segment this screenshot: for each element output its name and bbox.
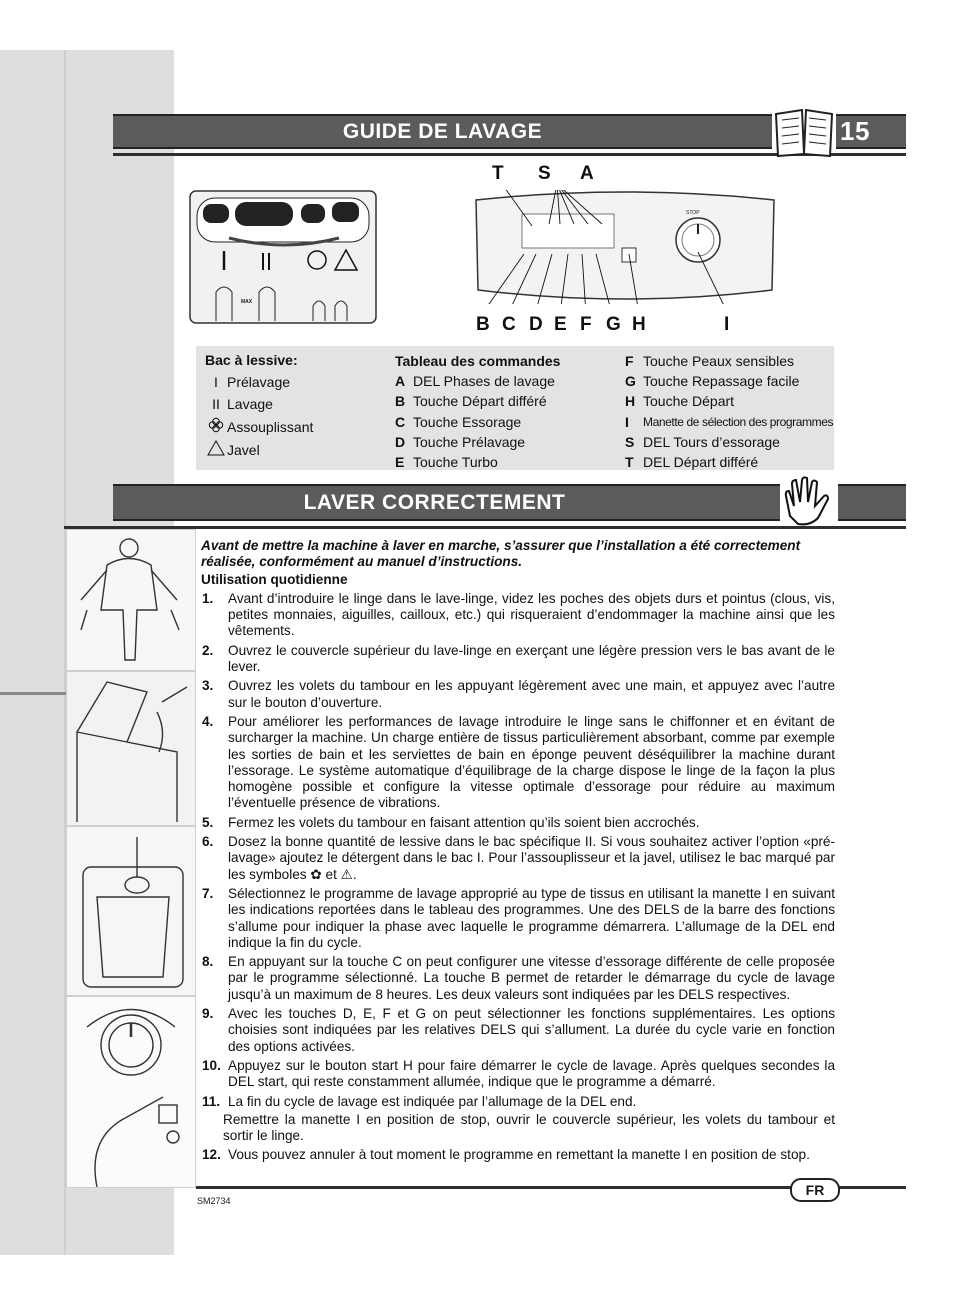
section-title-guide: GUIDE DE LAVAGE (113, 114, 772, 149)
legend-label: Touche Départ différé (413, 393, 547, 410)
legend-label: Touche Départ (643, 393, 735, 410)
letter-G: G (606, 314, 621, 335)
legend-key: S (625, 433, 635, 450)
legend-label: DEL Tours d’essorage (643, 433, 780, 450)
legend-key: T (625, 454, 634, 471)
list-item: 7. Sélectionnez le programme de lavage approprié au type de tissus en utilisant la manette I en suivant les indications reportées dans le tableau des programmes. Une des DELS de la barre des fonctions s’allume pour indiquer la phase avec laquelle le programme démarrera. L’allumage de la DEL end indique la fin du cycle. (202, 885, 835, 950)
legend-label: Touche Essorage (413, 413, 522, 430)
book-icon (772, 102, 836, 158)
list-item: 5. Fermez les volets du tambour en faisant attention qu’ils soient bien accrochés. (202, 814, 700, 830)
letter-I: I (724, 314, 730, 335)
list-item: 6. Dosez la bonne quantité de lessive dans le bac spécifique II. Si vous souhaitez activer l’option «pré-lavage» ajoutez le détergent dans le bac I. Pour l’assouplisseur et la javel, utilisez le bac marqué par les symboles ✿ et ⚠. (202, 834, 835, 882)
bac-item-label: Lavage (227, 396, 273, 413)
legend-key: D (395, 433, 406, 450)
legend-key: F (625, 353, 634, 369)
hand-icon (780, 476, 838, 526)
letter-D: D (529, 314, 543, 335)
prewash-symbol: I (214, 374, 218, 391)
legend-key: C (395, 413, 406, 430)
bleach-icon (205, 440, 227, 461)
list-item: 8. En appuyant sur la touche C on peut configurer une vitesse d’essorage différente de celle proposée par le programme sélectionné. La touche B permet de retarder le démarrage du cycle de lavage jusqu’à un maximum de 8 heures. Les deux valeurs sont indiquées par les DELS respectives. (202, 954, 835, 1002)
illustration-detergent-tray (66, 826, 196, 996)
intro-text: Avant de mettre la machine à laver en marche, s’assurer que l’installation a été correctement réalisée, conformément au manuel d’instructions. (201, 538, 801, 570)
list-item-continuation: Remettre la manette I en position de stop, ouvrir le couvercle supérieur, les volets du tambour et sortir le linge. (223, 1111, 835, 1144)
legend-key: E (395, 454, 405, 471)
legend-label: Touche Repassage facile (643, 373, 800, 390)
dial-stop-label: STOP (686, 210, 700, 216)
list-item: 3. Ouvrez les volets du tambour en les appuyant légèrement avec une main, et appuyez avec l’autre sur le bouton d’ouverture. (202, 678, 835, 710)
wash-symbol: II (212, 396, 220, 413)
bac-title: Bac à lessive: (205, 352, 298, 368)
list-item: 11. La fin du cycle de lavage est indiquée par l’allumage de la DEL end. (202, 1093, 637, 1109)
dispenser-max-label: MAX (241, 299, 253, 305)
list-item: 2. Ouvrez le couvercle supérieur du lave-linge en exerçant une légère pression vers le bas avant de le lever. (202, 642, 835, 675)
instructions (201, 538, 835, 1164)
section-title-laver: LAVER CORRECTEMENT (113, 484, 906, 521)
legend-bac (205, 350, 313, 461)
illustration-opening-lid (66, 671, 196, 826)
margin-mark (0, 692, 66, 695)
legend-label: DEL Départ différé (643, 454, 759, 471)
legend-key: I (625, 413, 629, 430)
letter-F: F (580, 314, 592, 335)
letter-S: S (538, 163, 551, 184)
illustration-emptying-pockets (66, 529, 196, 671)
flower-icon (205, 417, 227, 438)
letter-E: E (554, 314, 567, 335)
legend-key: B (395, 393, 406, 410)
list-item: 4. Pour améliorer les performances de lavage introduire le linge sans le chiffonner et en évitant de surcharger la machine. Un charge entière de tissus particulièrement absorbant, comme par exemple les sorties de bain et les serviettes de bain en éponge peuvent déséquilibrer la machine durant l’essorage. Le système automatique d’équilibrage de la charge dispose le linge de la façon la plus homogène possible et configure la vitesse optimale d’essorage pour réduire au maximum l’éventuelle présence de vibrations. (202, 713, 835, 811)
letter-T: T (492, 163, 504, 184)
bac-item-label: Javel (227, 442, 260, 459)
hand-icon-bg (780, 476, 838, 526)
list-item: 10. Appuyez sur le bouton start H pour faire démarrer le cycle de lavage. Après quelques secondes la DEL start, qui reste constamment allumée, indique que le programme a démarré. (202, 1057, 835, 1090)
legend-key: H (625, 393, 636, 410)
legend-tableau-2 (625, 351, 833, 472)
letter-C: C (502, 314, 516, 335)
legend-tableau (395, 351, 560, 472)
list-item: 12. Vous pouvez annuler à tout moment le programme en remettant la manette I en position de stop. (202, 1147, 810, 1163)
legend-label: Touche Peaux sensibles (643, 353, 794, 369)
legend-label: Touche Prélavage (413, 433, 526, 450)
doc-code: SM2734 (197, 1196, 231, 1206)
legend-key: G (625, 373, 636, 390)
legend-key: A (395, 373, 406, 390)
dispenser-diagram (189, 190, 377, 324)
letter-A: A (580, 163, 594, 184)
list-item: 1. Avant d’introduire le linge dans le lave-linge, videz les poches des objets durs et pointus (clous, vis, petites monnaies, aiguilles, cailloux, etc.) qui risqueraient d’endommager la machine ainsi que les vêtements. (202, 590, 835, 639)
legend-label: Manette de sélection des programmes (643, 414, 834, 429)
list-item: 9. Avec les touches D, E, F et G on peut sélectionner les fonctions supplémentaires. Les options choisies sont indiquées par les relatives DELS qui s’allument. La durée du cycle varie en fonction des options activées. (202, 1006, 835, 1054)
language-badge: FR (790, 1178, 840, 1202)
letter-H: H (632, 314, 646, 335)
control-panel-diagram (472, 190, 778, 304)
legend-label: DEL Phases de lavage (413, 373, 555, 390)
legend-label: Touche Turbo (413, 454, 498, 471)
illustration-dial-and-start (66, 996, 196, 1188)
bac-item-label: Assouplissant (227, 419, 314, 436)
tableau-title: Tableau des commandes (395, 353, 561, 369)
letter-B: B (476, 314, 490, 335)
subtitle: Utilisation quotidienne (201, 571, 348, 587)
page-number: 15 (836, 114, 906, 149)
bac-item-label: Prélavage (227, 374, 291, 391)
